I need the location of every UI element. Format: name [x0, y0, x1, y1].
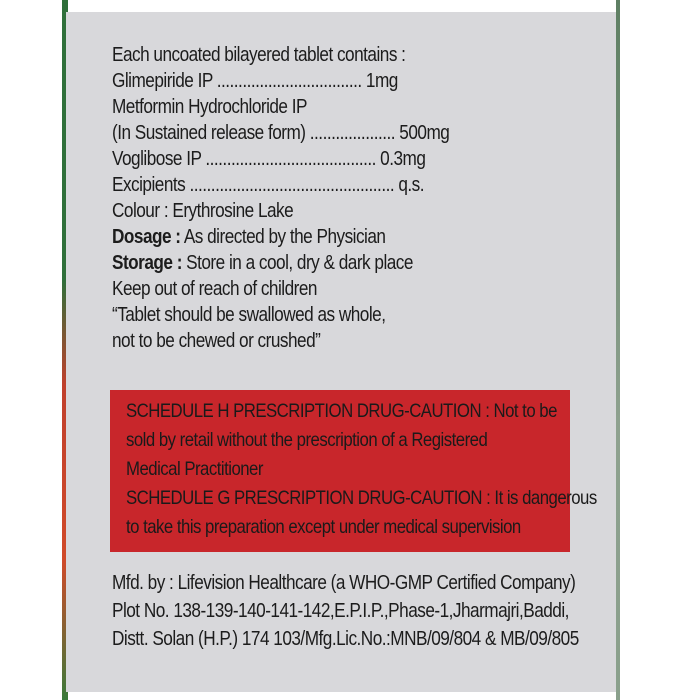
licence-line: Distt. Solan (H.P.) 174 103/Mfg.Lic.No.:MNB/09/804 & MB/09/805 — [112, 628, 579, 650]
caution-line: Medical Practitioner — [126, 458, 263, 480]
schedule-caution-box — [110, 390, 597, 552]
storage-text: Store in a cool, dry & dark place — [181, 252, 413, 274]
manufacturer-line: Mfd. by : Lifevision Healthcare (a WHO-GMP Certified Company) — [112, 572, 576, 594]
swallow-note-line-1: “Tablet should be swallowed as whole, — [112, 304, 386, 326]
metformin-line: Metformin Hydrochloride IP — [112, 96, 307, 118]
voglibose-line: Voglibose IP ........................................ 0.3mg — [112, 148, 426, 170]
keep-away-line: Keep out of reach of children — [112, 278, 317, 300]
storage-label: Storage : — [112, 252, 182, 274]
dosage-line — [112, 226, 385, 249]
caution-line: sold by retail without the prescription of a Registered — [126, 429, 488, 451]
caution-line: SCHEDULE H PRESCRIPTION DRUG-CAUTION : Not to be — [126, 400, 557, 422]
caution-line: SCHEDULE G PRESCRIPTION DRUG-CAUTION : It is dangerous — [126, 487, 597, 509]
storage-line — [112, 252, 413, 275]
caution-line: to take this preparation except under medical supervision — [126, 516, 521, 538]
glimepiride-line: Glimepiride IP .................................. 1mg — [112, 70, 398, 92]
package-right-edge — [616, 0, 620, 700]
address-line: Plot No. 138-139-140-141-142,E.P.I.P.,Phase-1,Jharmajri,Baddi, — [112, 600, 569, 622]
dosage-text: As directed by the Physician — [180, 226, 386, 248]
excipients-line: Excipients ................................................ q.s. — [112, 174, 425, 196]
composition-heading: Each uncoated bilayered tablet contains : — [112, 44, 406, 66]
metformin-release-line: (In Sustained release form) .................... 500mg — [112, 122, 450, 144]
swallow-note-line-2: not to be chewed or crushed” — [112, 330, 321, 352]
colour-line: Colour : Erythrosine Lake — [112, 200, 294, 222]
dosage-label: Dosage : — [112, 226, 181, 248]
